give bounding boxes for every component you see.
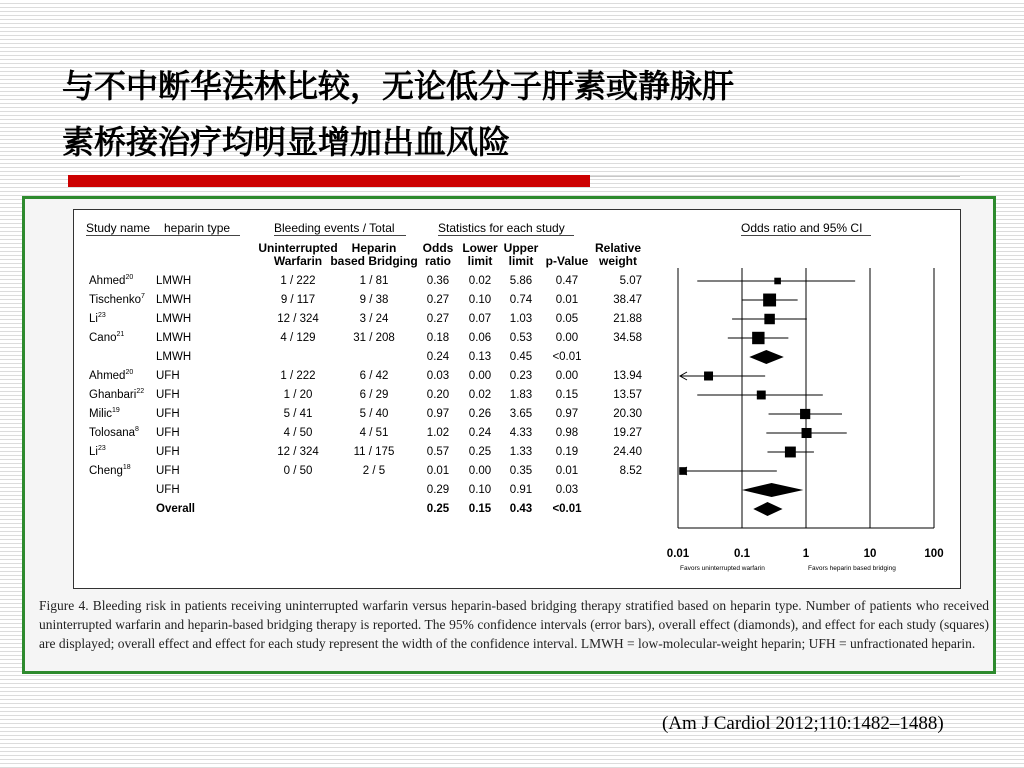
row-upper: 0.43 bbox=[509, 503, 533, 515]
row-warfarin-events: 0 / 50 bbox=[283, 465, 313, 477]
row-lower: 0.06 bbox=[468, 332, 492, 344]
figure-caption: Figure 4. Bleeding risk in patients receiving uninterrupted warfarin versus heparin-based bridging therapy stratified based on heparin type. Number of patients who received uninterrupted warfarin and heparin-based bridging therapy is reported. The 95% confidence intervals (error bars), overall effect (diamonds), and effect for each study (squares) are displayed; overall effect and effect for each study represent the width of the confidence interval. LMWH = low-molecular-weight heparin; UFH = unfractionated heparin. bbox=[39, 598, 989, 651]
row-heparin-events: 2 / 5 bbox=[362, 465, 386, 477]
col-heparin-line2: based Bridging bbox=[330, 254, 418, 268]
effect-square bbox=[752, 332, 764, 344]
row-p: 0.01 bbox=[555, 465, 579, 477]
title-divider bbox=[590, 176, 960, 177]
row-upper: 0.74 bbox=[509, 294, 533, 306]
header-bleeding-events: Bleeding events / Total bbox=[274, 221, 395, 235]
row-warfarin-events: 12 / 324 bbox=[277, 446, 319, 458]
row-warfarin-events: 1 / 222 bbox=[280, 275, 316, 287]
header-heparin-type: heparin type bbox=[164, 221, 231, 235]
row-heparin-events: 6 / 29 bbox=[359, 389, 389, 401]
row-heparin-events: 4 / 51 bbox=[359, 427, 389, 439]
row-or: 0.57 bbox=[426, 446, 450, 458]
row-weight: 21.88 bbox=[613, 313, 642, 325]
row-heparin-events: 3 / 24 bbox=[359, 313, 389, 325]
row-or: 0.25 bbox=[426, 503, 450, 515]
row-heparin-type: UFH bbox=[156, 446, 180, 458]
row-heparin-events: 6 / 42 bbox=[359, 370, 389, 382]
col-pvalue-line1: p-Value bbox=[545, 254, 589, 268]
row-heparin-type: UFH bbox=[156, 408, 180, 420]
row-p: 0.47 bbox=[555, 275, 579, 287]
x-tick-label: 0.01 bbox=[666, 548, 690, 560]
row-weight: 24.40 bbox=[613, 446, 642, 458]
row-p: 0.00 bbox=[555, 370, 579, 382]
row-warfarin-events: 4 / 129 bbox=[280, 332, 316, 344]
col-warfarin-line1: Uninterrupted bbox=[258, 241, 338, 255]
forest-plot-graphic bbox=[74, 210, 960, 588]
study-name: Milic bbox=[89, 408, 112, 420]
favors-right-label: Favors heparin based bridging bbox=[808, 565, 896, 572]
row-lower: 0.13 bbox=[468, 351, 492, 363]
effect-square bbox=[802, 428, 812, 438]
effect-square bbox=[704, 372, 713, 381]
subtotal-diamond bbox=[742, 483, 803, 497]
row-p: 0.15 bbox=[555, 389, 579, 401]
row-p: 0.03 bbox=[555, 484, 579, 496]
row-warfarin-events: 4 / 50 bbox=[283, 427, 313, 439]
slide-title-line-2: 素桥接治疗均明显增加出血风险 bbox=[62, 123, 511, 161]
header-odds-ratio-ci: Odds ratio and 95% CI bbox=[741, 221, 863, 235]
study-ref: 19 bbox=[112, 407, 120, 414]
row-weight: 34.58 bbox=[613, 332, 642, 344]
row-or: 0.24 bbox=[426, 351, 450, 363]
study-name: Cano bbox=[89, 332, 117, 344]
effect-square bbox=[800, 409, 810, 419]
col-or-line2: ratio bbox=[424, 254, 451, 268]
row-heparin-events: 31 / 208 bbox=[353, 332, 395, 344]
row-warfarin-events: 1 / 222 bbox=[280, 370, 316, 382]
effect-square bbox=[764, 314, 774, 324]
col-weight-line2: weight bbox=[599, 254, 637, 268]
slide-title-line-1: 与不中断华法林比较，无论低分子肝素或静脉肝 bbox=[62, 67, 735, 105]
row-heparin-type: Overall bbox=[156, 503, 195, 515]
col-or-line1: Odds bbox=[422, 241, 454, 255]
x-tick-label: 100 bbox=[924, 548, 944, 560]
col-warfarin-line2: Warfarin bbox=[273, 254, 323, 268]
study-name: Ahmed bbox=[89, 370, 126, 382]
figure-frame bbox=[22, 196, 996, 674]
row-weight: 5.07 bbox=[619, 275, 642, 287]
row-lower: 0.00 bbox=[468, 465, 492, 477]
row-or: 0.36 bbox=[426, 275, 450, 287]
row-heparin-type: LMWH bbox=[156, 275, 192, 287]
row-lower: 0.26 bbox=[468, 408, 492, 420]
row-upper: 4.33 bbox=[509, 427, 533, 439]
col-upper-line1: Upper bbox=[503, 241, 539, 255]
row-warfarin-events: 5 / 41 bbox=[283, 408, 313, 420]
row-upper: 0.45 bbox=[509, 351, 533, 363]
row-heparin-type: LMWH bbox=[156, 332, 192, 344]
study-ref: 20 bbox=[125, 369, 134, 376]
study-name: Tischenko bbox=[89, 294, 141, 306]
row-weight: 13.57 bbox=[613, 389, 642, 401]
row-weight: 20.30 bbox=[613, 408, 642, 420]
row-p: 0.01 bbox=[555, 294, 579, 306]
row-heparin-type: LMWH bbox=[156, 313, 192, 325]
study-ref: 20 bbox=[125, 274, 134, 281]
forest-plot bbox=[73, 209, 961, 589]
col-heparin-line1: Heparin bbox=[351, 241, 397, 255]
row-heparin-type: UFH bbox=[156, 427, 180, 439]
row-heparin-events: 9 / 38 bbox=[359, 294, 389, 306]
effect-square bbox=[763, 294, 776, 307]
x-tick-label: 1 bbox=[802, 548, 810, 560]
col-lower-line2: limit bbox=[467, 254, 493, 268]
row-or: 0.97 bbox=[426, 408, 450, 420]
row-lower: 0.15 bbox=[468, 503, 492, 515]
study-name: Ghanbari bbox=[89, 389, 137, 401]
row-p: 0.97 bbox=[555, 408, 579, 420]
row-or: 0.20 bbox=[426, 389, 450, 401]
row-heparin-type: LMWH bbox=[156, 351, 192, 363]
study-name: Li bbox=[89, 446, 98, 458]
row-lower: 0.25 bbox=[468, 446, 492, 458]
row-lower: 0.10 bbox=[468, 294, 492, 306]
overall-diamond bbox=[753, 502, 782, 516]
row-weight: 13.94 bbox=[613, 370, 642, 382]
row-heparin-events: 5 / 40 bbox=[359, 408, 389, 420]
row-heparin-events: 11 / 175 bbox=[353, 446, 395, 458]
x-tick-label: 10 bbox=[863, 548, 877, 560]
row-upper: 3.65 bbox=[509, 408, 533, 420]
title-accent-bar bbox=[68, 175, 590, 187]
header-statistics: Statistics for each study bbox=[438, 221, 565, 235]
row-warfarin-events: 12 / 324 bbox=[277, 313, 319, 325]
row-lower: 0.00 bbox=[468, 370, 492, 382]
row-heparin-type: LMWH bbox=[156, 294, 192, 306]
study-name: Tolosana bbox=[89, 427, 136, 439]
row-heparin-type: UFH bbox=[156, 465, 180, 477]
study-ref: 23 bbox=[97, 312, 106, 319]
row-upper: 1.83 bbox=[509, 389, 533, 401]
row-p: 0.00 bbox=[555, 332, 579, 344]
study-ref: 23 bbox=[97, 445, 106, 452]
row-lower: 0.24 bbox=[468, 427, 492, 439]
row-weight: 38.47 bbox=[613, 294, 642, 306]
row-upper: 1.33 bbox=[509, 446, 533, 458]
effect-square bbox=[679, 467, 687, 475]
row-upper: 0.23 bbox=[509, 370, 533, 382]
favors-left-label: Favors uninterrupted warfarin bbox=[680, 565, 765, 572]
row-upper: 0.35 bbox=[509, 465, 533, 477]
row-or: 0.29 bbox=[426, 484, 450, 496]
row-p: <0.01 bbox=[552, 503, 582, 515]
row-or: 0.01 bbox=[426, 465, 450, 477]
study-name: Ahmed bbox=[89, 275, 126, 287]
row-or: 0.27 bbox=[426, 313, 450, 325]
col-upper-line2: limit bbox=[508, 254, 534, 268]
row-p: <0.01 bbox=[552, 351, 582, 363]
row-p: 0.05 bbox=[555, 313, 579, 325]
row-upper: 1.03 bbox=[509, 313, 533, 325]
row-or: 0.27 bbox=[426, 294, 450, 306]
slide-title bbox=[62, 58, 982, 170]
row-weight: 19.27 bbox=[613, 427, 642, 439]
row-heparin-type: UFH bbox=[156, 484, 180, 496]
col-weight-line1: Relative bbox=[594, 241, 642, 255]
row-or: 0.18 bbox=[426, 332, 450, 344]
study-ref: 22 bbox=[136, 388, 145, 395]
citation: (Am J Cardiol 2012;110:1482–1488) bbox=[662, 713, 944, 734]
row-weight: 8.52 bbox=[619, 465, 642, 477]
row-lower: 0.10 bbox=[468, 484, 492, 496]
row-p: 0.19 bbox=[555, 446, 579, 458]
effect-square bbox=[785, 447, 796, 458]
x-tick-label: 0.1 bbox=[734, 548, 750, 560]
row-lower: 0.02 bbox=[468, 389, 492, 401]
subtotal-diamond bbox=[749, 350, 784, 364]
row-lower: 0.02 bbox=[468, 275, 492, 287]
row-p: 0.98 bbox=[555, 427, 579, 439]
study-ref: 7 bbox=[141, 293, 145, 300]
row-or: 1.02 bbox=[426, 427, 450, 439]
effect-square bbox=[774, 278, 781, 285]
row-upper: 5.86 bbox=[509, 275, 533, 287]
row-heparin-events: 1 / 81 bbox=[359, 275, 389, 287]
header-study-name: Study name bbox=[86, 221, 151, 235]
row-warfarin-events: 1 / 20 bbox=[283, 389, 313, 401]
row-heparin-type: UFH bbox=[156, 389, 180, 401]
row-warfarin-events: 9 / 117 bbox=[280, 294, 316, 306]
col-lower-line1: Lower bbox=[462, 241, 498, 255]
effect-square bbox=[757, 391, 766, 400]
study-name: Cheng bbox=[89, 465, 123, 477]
study-name: Li bbox=[89, 313, 98, 325]
row-lower: 0.07 bbox=[468, 313, 492, 325]
row-upper: 0.91 bbox=[509, 484, 533, 496]
row-upper: 0.53 bbox=[509, 332, 533, 344]
study-ref: 18 bbox=[122, 464, 131, 471]
study-ref: 8 bbox=[135, 426, 139, 433]
row-heparin-type: UFH bbox=[156, 370, 180, 382]
study-ref: 21 bbox=[116, 331, 125, 338]
row-or: 0.03 bbox=[426, 370, 450, 382]
